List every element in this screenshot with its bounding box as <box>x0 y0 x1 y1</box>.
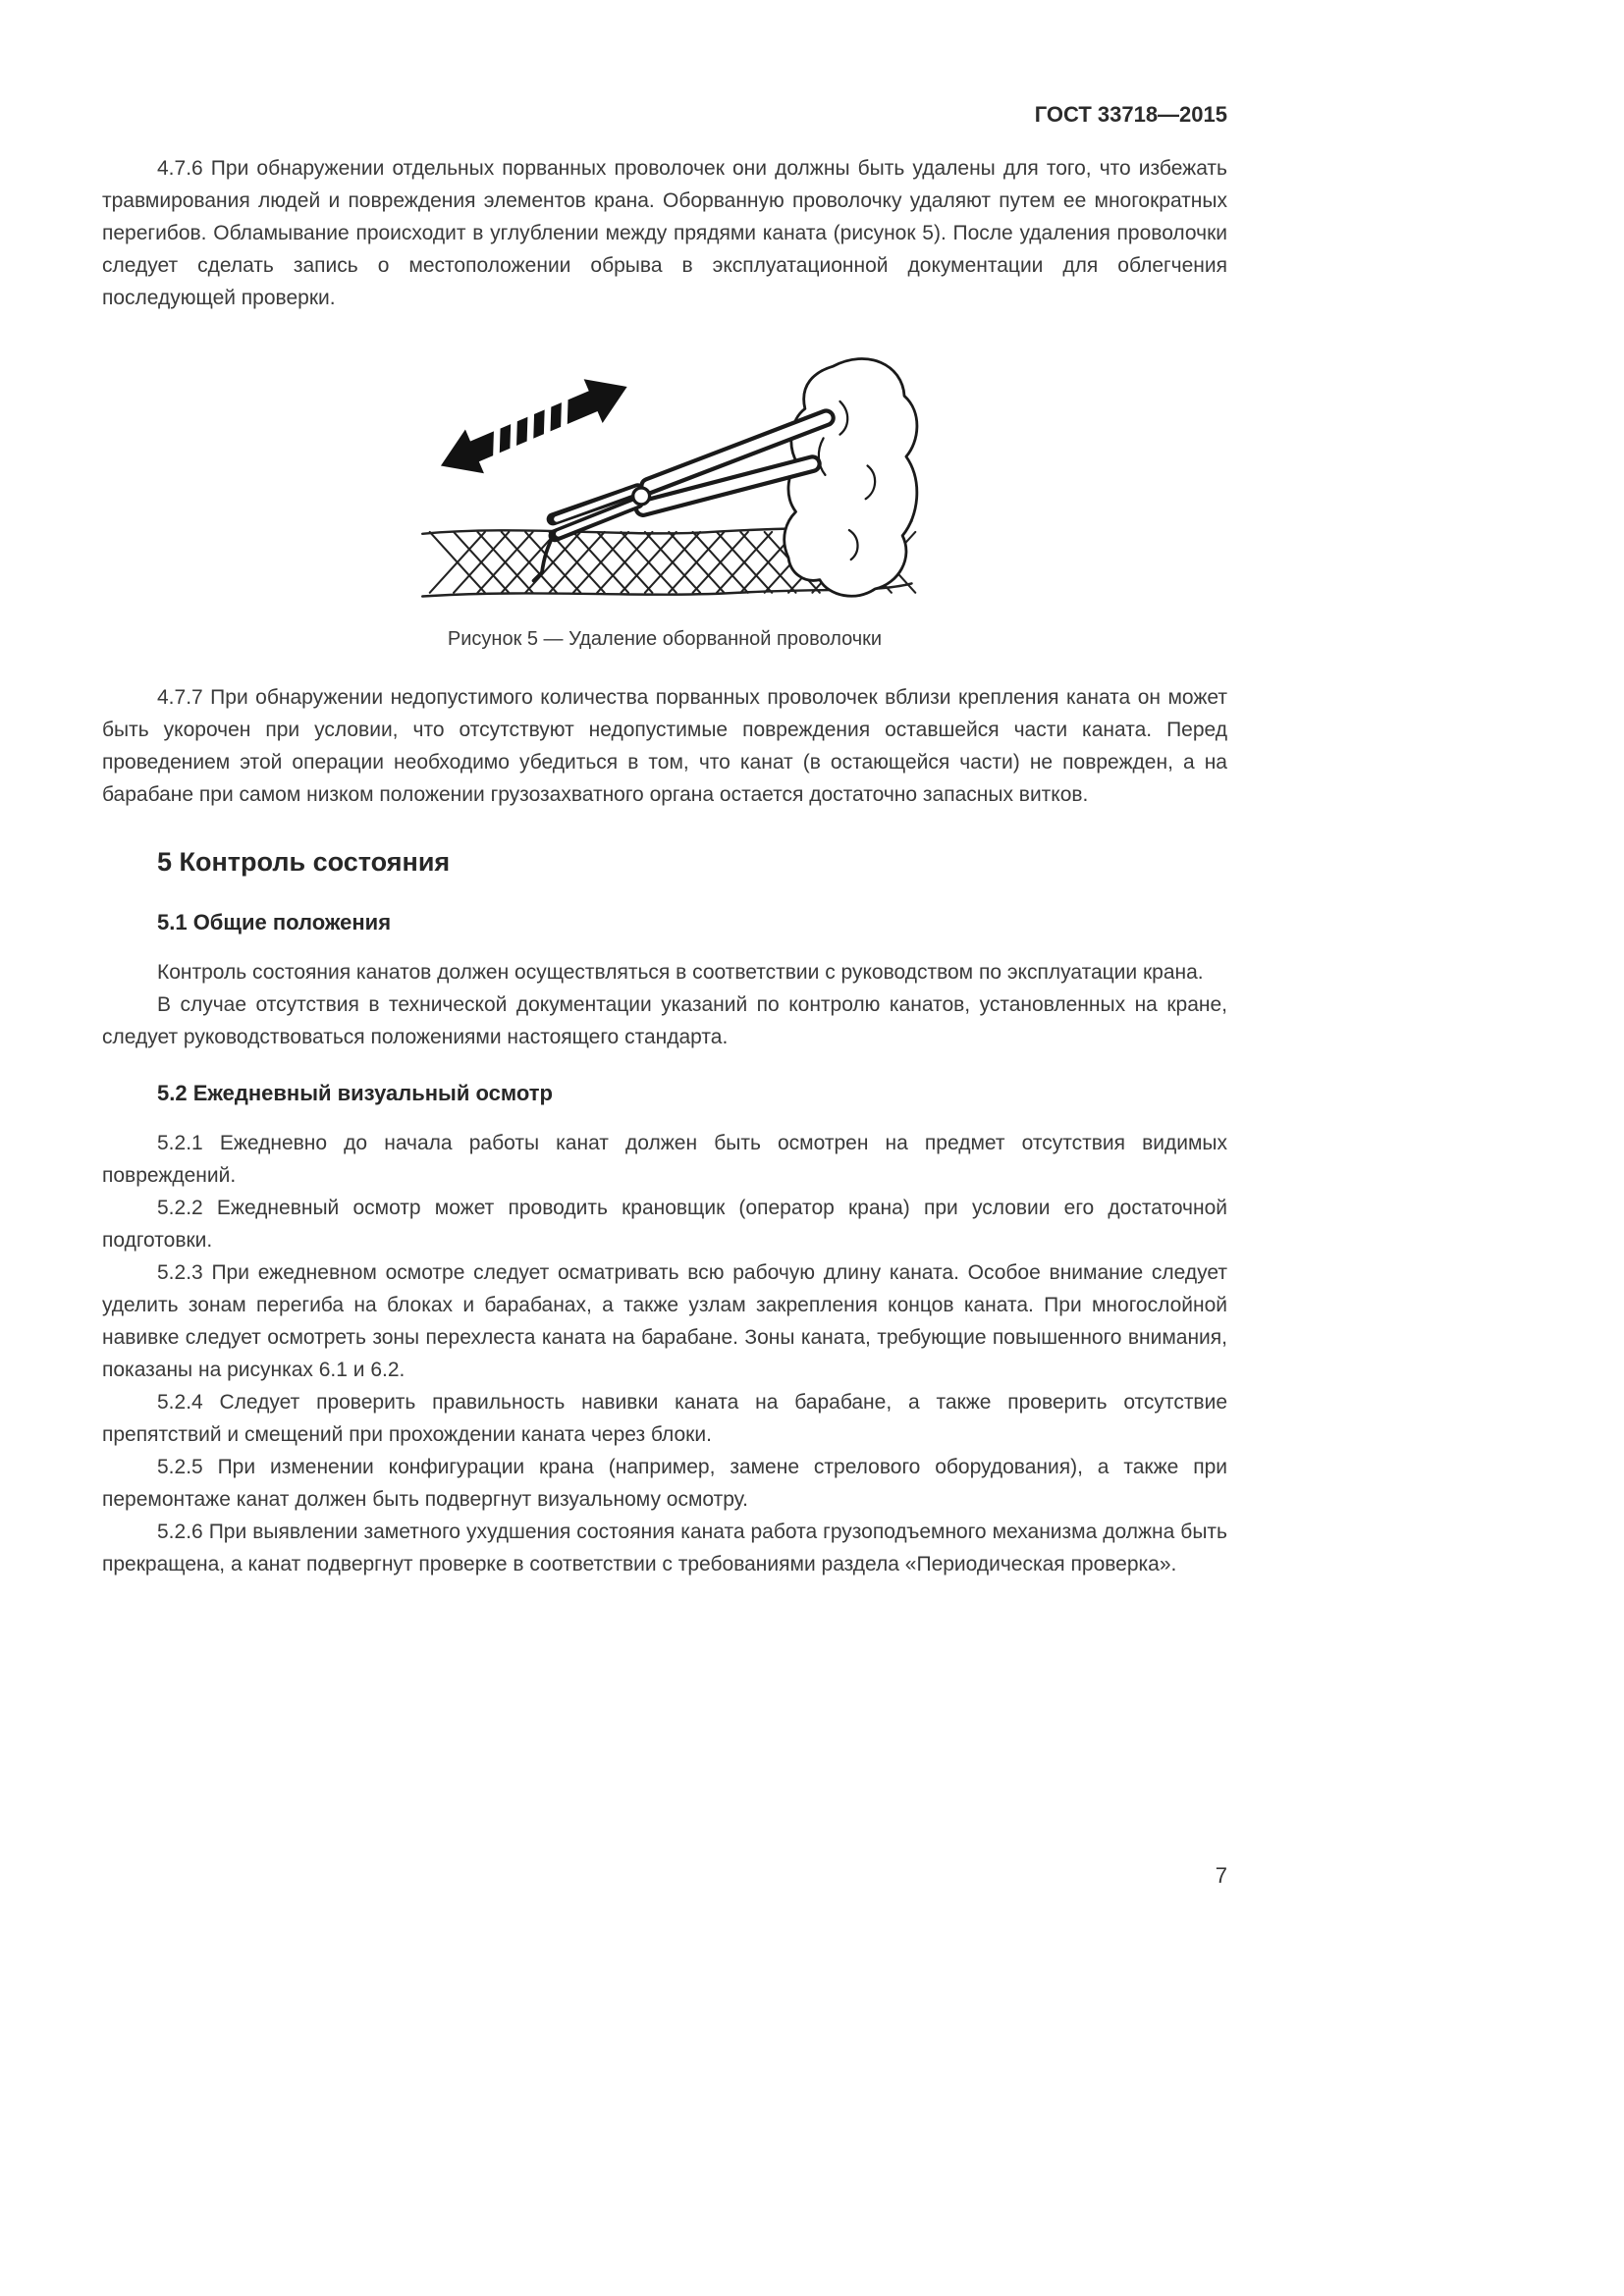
paragraph-5-1-a: Контроль состояния канатов должен осуществляться в соответствии с руководством по эксплуатации крана. <box>157 961 1204 984</box>
paragraph-4-7-6: 4.7.6 При обнаружении отдельных порванных проволочек они должны быть удалены для того, что избежать травмирования людей и повреждения элементов крана. Оборванную проволочку удаляют путем ее многократных перегибов. Обламывание происходит в углублении между прядями каната (рисунок 5). После удаления проволочки следует сделать запись о местоположении обрыва в эксплуатационной документации для облегчения последующей проверки. <box>102 157 1227 309</box>
paragraph-5-1-b: В случае отсутствия в технической документации указаний по контролю канатов, установленных на кране, следует руководствоваться положениями настоящего стандарта. <box>102 993 1227 1048</box>
section-heading-5: 5 Контроль состояния <box>157 847 451 877</box>
document-header <box>102 98 1227 131</box>
document-content <box>102 98 1227 1580</box>
page-number: 7 <box>1215 1863 1227 1888</box>
paragraph-5-2-3: 5.2.3 При ежедневном осмотре следует осматривать всю рабочую длину каната. Особое внимание следует уделить зонам перегиба на блоках и барабанах, а также узлам закрепления концов каната. При многослойной навивке следует осмотреть зоны перехлеста каната на барабане. Зоны каната, требующие повышенного внимания, показаны на рисунках 6.1 и 6.2. <box>102 1261 1227 1381</box>
paragraph-5-2-5: 5.2.5 При изменении конфигурации крана (например, замене стрелового оборудования), а также при перемонтаже канат должен быть подвергнут визуальному осмотру. <box>102 1456 1227 1511</box>
subsection-heading-5-1: 5.1 Общие положения <box>157 910 392 934</box>
doc-number: ГОСТ 33718—2015 <box>1034 102 1227 127</box>
rope-end-sketch <box>784 359 916 597</box>
bend-motion-arrow-icon <box>431 365 636 488</box>
figure-5-illustration <box>407 328 923 604</box>
pliers-drawing <box>553 418 826 536</box>
figure-5-caption: Рисунок 5 — Удаление оборванной проволочки <box>447 628 883 650</box>
paragraph-5-2-2: 5.2.2 Ежедневный осмотр может проводить крановщик (оператор крана) при условии его достаточной подготовки. <box>102 1197 1227 1252</box>
figure-5 <box>102 328 1227 614</box>
paragraph-5-2-6: 5.2.6 При выявлении заметного ухудшения состояния каната работа грузоподъемного механизма должна быть прекращена, а канат подвергнут проверке в соответствии с требованиями раздела «Периодическая проверка». <box>102 1521 1227 1575</box>
subsection-heading-5-2: 5.2 Ежедневный визуальный осмотр <box>157 1081 553 1105</box>
paragraph-5-2-4: 5.2.4 Следует проверить правильность навивки каната на барабане, а также проверить отсутствие препятствий и смещений при прохождении каната через блоки. <box>102 1391 1227 1446</box>
paragraph-4-7-7: 4.7.7 При обнаружении недопустимого количества порванных проволочек вблизи крепления каната он может быть укорочен при условии, что отсутствуют недопустимые повреждения оставшейся части каната. Перед проведением этой операции необходимо убедиться в том, что канат (в остающейся части) не поврежден, а на барабане при самом низком положении грузозахватного органа остается достаточно запасных витков. <box>102 686 1227 806</box>
paragraph-5-2-1: 5.2.1 Ежедневно до начала работы канат должен быть осмотрен на предмет отсутствия видимых повреждений. <box>102 1132 1227 1187</box>
